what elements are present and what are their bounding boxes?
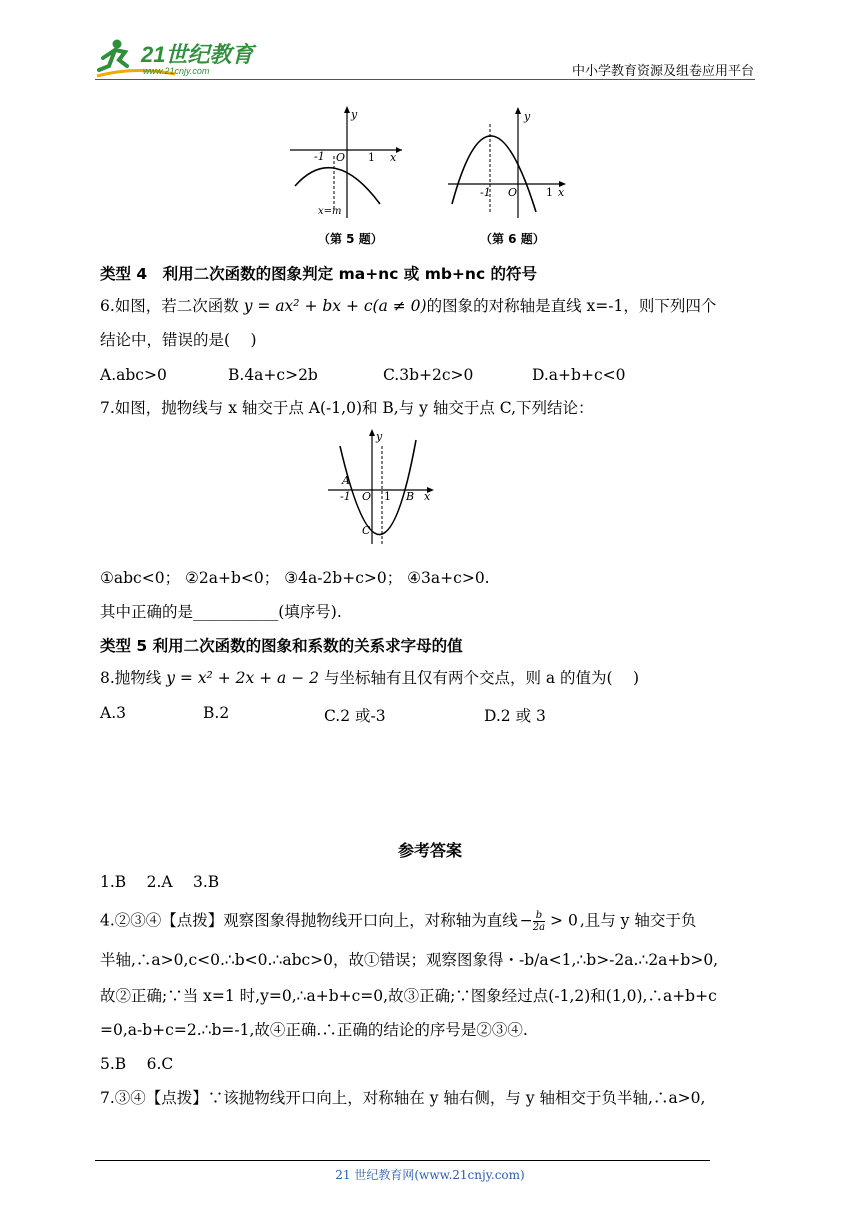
q6-equation: y = ax² + bx + c(a ≠ 0)	[243, 297, 427, 315]
answer-7: 7.③④【点拨】∵该抛物线开口向上，对称轴在 y 轴右侧，与 y 轴相交于负半轴,∴a>0,	[100, 1089, 706, 1107]
svg-text:y: y	[376, 430, 383, 443]
q6-option-d: D.a+b+c<0	[532, 366, 626, 384]
svg-text:1: 1	[384, 490, 391, 503]
a4-text-pre: 4.②③④【点拨】观察图象得抛物线开口向上，对称轴为直线	[100, 911, 518, 930]
svg-text:O: O	[336, 151, 346, 164]
q6-text-pre: 6.如图，若二次函数	[100, 297, 244, 315]
q8-text-post: 与坐标轴有且仅有两个交点，则 a 的值为( )	[319, 669, 640, 687]
figure-q7	[326, 426, 440, 548]
answer-5-6: 5.B 6.C	[100, 1055, 174, 1073]
q8-text-pre: 8.抛物线	[100, 669, 167, 687]
q7-fill-blank: 其中正确的是___________(填序号).	[100, 603, 342, 621]
svg-text:-1: -1	[480, 186, 491, 199]
answer-4-line1	[100, 910, 696, 933]
q8-option-a: A.3	[100, 704, 126, 722]
answer-4-line4: =0,a-b+c=2.∴b=-1,故④正确.∴正确的结论的序号是②③④.	[100, 1021, 528, 1039]
answer-1-3: 1.B 2.A 3.B	[100, 873, 220, 891]
q6-option-b: B.4a+c>2b	[228, 366, 318, 384]
q8-equation: y = x² + 2x + a − 2	[166, 669, 320, 687]
svg-text:B: B	[406, 490, 415, 503]
svg-text:y: y	[524, 110, 531, 123]
q6-option-a: A.abc>0	[100, 366, 167, 384]
q6-option-c: C.3b+2c>0	[383, 366, 474, 384]
svg-text:A: A	[342, 474, 350, 487]
header-platform-text: 中小学教育资源及组卷应用平台	[571, 64, 754, 79]
svg-text:21世纪教育: 21世纪教育	[141, 42, 254, 67]
footer-link[interactable]: 21 世纪教育网(www.21cnjy.com)	[335, 1168, 525, 1182]
q8-option-c: C.2 或-3	[324, 707, 386, 725]
svg-text:O: O	[508, 186, 518, 199]
svg-text:O: O	[362, 490, 372, 503]
section-heading-type5: 类型 5 利用二次函数的图象和系数的关系求字母的值	[100, 637, 463, 655]
question-8	[100, 668, 639, 688]
q7-statements: ①abc<0； ②2a+b<0； ③4a-2b+c>0； ④3a+c>0.	[100, 569, 490, 587]
svg-text:www.21cnjy.com: www.21cnjy.com	[143, 66, 210, 76]
svg-text:1: 1	[368, 151, 375, 164]
figure-q6	[446, 104, 570, 222]
q8-option-d: D.2 或 3	[484, 707, 546, 725]
svg-text:y: y	[351, 108, 358, 121]
svg-text:x: x	[558, 186, 565, 199]
q6-text-post: 的图象的对称轴是直线 x=-1，则下列四个	[426, 297, 717, 315]
svg-text:-1: -1	[340, 490, 351, 503]
section-heading-type4: 类型 4 利用二次函数的图象判定 ma+nc 或 mb+nc 的符号	[100, 265, 538, 283]
q6-line2: 结论中，错误的是( )	[100, 331, 257, 349]
svg-text:x: x	[424, 490, 431, 503]
site-logo	[95, 36, 265, 80]
answer-4-line2: 半轴,∴a>0,c<0.∴b<0.∴abc>0，故①错误；观察图象得・-b/a<1,∴b>-2a.∴2a+b>0,	[100, 951, 719, 969]
figure-q6-caption: （第 6 题）	[480, 232, 545, 246]
footer-divider	[95, 1160, 710, 1161]
question-7: 7.如图，抛物线与 x 轴交于点 A(-1,0)和 B,与 y 轴交于点 C,下列结论：	[100, 399, 594, 417]
question-6	[100, 296, 716, 316]
a4-fraction: − $\frac{b}{2a}$ > 0	[519, 910, 578, 933]
svg-text:x=m: x=m	[318, 206, 342, 217]
header-divider	[95, 79, 755, 80]
a4-text-post: ,且与 y 轴交于负	[579, 911, 697, 930]
svg-text:1: 1	[546, 186, 553, 199]
svg-text:-1: -1	[314, 150, 325, 163]
answer-4-line3: 故②正确;∵当 x=1 时,y=0,∴a+b+c=0,故③正确;∵图象经过点(-1,2)和(1,0),∴a+b+c	[100, 987, 717, 1005]
q8-option-b: B.2	[203, 704, 230, 722]
figure-q5	[290, 104, 410, 222]
svg-text:x: x	[390, 151, 397, 164]
svg-text:C: C	[362, 524, 371, 537]
figure-q5-caption: （第 5 题）	[318, 232, 383, 246]
answers-title: 参考答案	[397, 841, 462, 860]
